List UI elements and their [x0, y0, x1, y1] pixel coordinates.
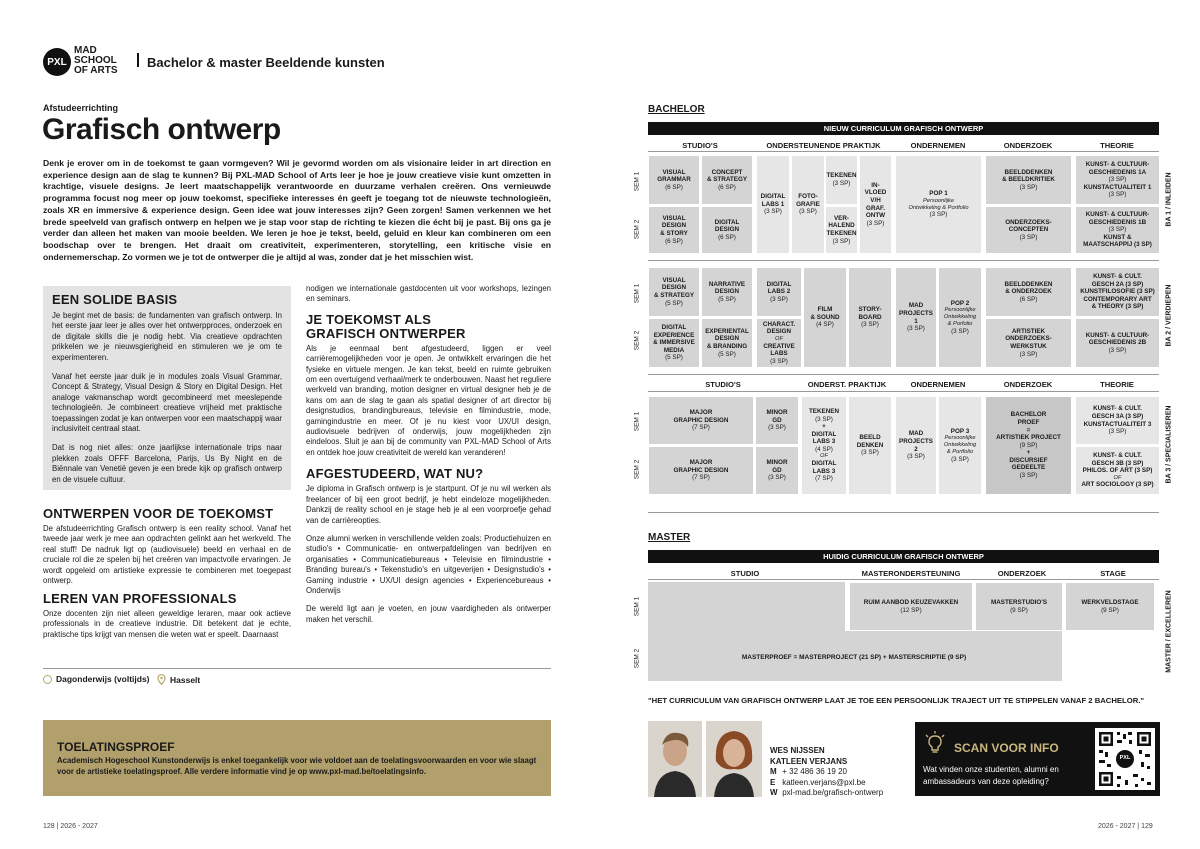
- admission-text: Academisch Hogeschool Kunstonderwijs is enkel toegankelijk voor wie voldoet aan de toelatingsvoorwaarden en voor wie slaagt voor de artistieke toelatingsproef. Alle verdere informatie vind je op www.pxl-mad.be/toelatingsinfo.: [57, 756, 537, 776]
- page-number-left: 128 | 2026 - 2027: [43, 823, 98, 830]
- col-onderzoek: ONDERZOEK: [1003, 141, 1053, 150]
- col2-ondernemen: ONDERNEMEN: [910, 380, 966, 389]
- master-side-label: MASTER / EXCELLEREN: [1165, 590, 1173, 673]
- logo-text: MAD SCHOOL OF ARTS: [74, 45, 118, 76]
- course-narrative-design: NARRATIVE DESIGN (5 SP): [702, 268, 752, 316]
- course-film-sound: FILM & SOUND (4 SP): [804, 268, 846, 367]
- leren-p1: Onze docenten zijn niet alleen geweldige leraren, maar ook actieve professionals in de creatieve industrie. Dit betekent dat je echte, praktische tips krijgt van mensen die weten wat er speelt. Daarnaast: [43, 609, 291, 639]
- course-visual-design-strategy: VISUAL DESIGN & STRATEGY (5 SP): [649, 268, 699, 316]
- mcol-masterondersteuning: MASTERONDERSTEUNING: [861, 569, 961, 578]
- curriculum-quote: "HET CURRICULUM VAN GRAFISCH ONTWERP LAAT JE TOE EEN PERSOONLIJK TRAJECT UIT TE STIPPELEN VANAF 2 BACHELOR.": [648, 696, 1145, 705]
- course-invloed: IN- VLOED V/H GRAF. ONTW (3 SP): [860, 156, 891, 253]
- course-visual-grammar: VISUAL GRAMMAR (6 SP): [649, 156, 699, 204]
- col-theorie: THEORIE: [1100, 141, 1134, 150]
- mcol-onderzoek: ONDERZOEK: [997, 569, 1047, 578]
- contact-phone[interactable]: M + 32 486 36 19 20: [770, 767, 847, 776]
- col2-theorie: THEORIE: [1100, 380, 1134, 389]
- contact-email[interactable]: E katleen.verjans@pxl.be: [770, 777, 866, 787]
- course-keuzevakken: RUIM AANBOD KEUZEVAKKEN (12 SP): [850, 583, 972, 630]
- pxl-logo-mark: PXL: [43, 48, 71, 76]
- course-digital-labs-2: DIGITAL LABS 2 (3 SP): [757, 268, 801, 316]
- contact-website[interactable]: W pxl-mad.be/grafisch-ontwerp: [770, 788, 884, 797]
- location-pin-icon: [157, 674, 166, 685]
- toekomst-p1: De afstudeerrichting Grafisch ontwerp is een reality school. Vanaf het tweede jaar werk je mee aan opdrachten gelinkt aan het werkveld. The real stuff! De nadruk ligt op (audiovisuele) beeld en verhaal en de cruciale rol die ze spelen bij het creëren van impactvolle ervaringen. Je wordt opgeleid om artistieke expressie te combineren met toegepast ontwerp.: [43, 524, 291, 586]
- header-section-title: Bachelor & master Beeldende kunsten: [147, 55, 385, 70]
- header-rule-2: [648, 391, 1159, 392]
- tag-location: Hasselt: [157, 674, 200, 685]
- basis-heading: EEN SOLIDE BASIS: [52, 292, 178, 307]
- column-two: [306, 284, 551, 625]
- contact-name-2: KATLEEN VERJANS: [770, 756, 848, 766]
- sem2-label: SEM 2: [633, 219, 641, 240]
- basis-p2: Vanaf het eerste jaar duik je in modules zoals Visual Grammar, Concept & Strategy, Visual Design & Story en Digital Design. Het analoge vakmanschap wordt gecombineerd met meeslepende technologieën. Je combineert creatieve vrijheid met praktische toepassingen zodat je kan ontwerpen voor een maatschappij waar inclusiviteit centraal staat.: [52, 372, 282, 434]
- master-label: MASTER: [648, 532, 691, 543]
- ba1-divider: [648, 260, 1159, 261]
- portrait-katleen-verjans: [706, 721, 762, 797]
- bachelor-label: BACHELOR: [648, 104, 705, 115]
- col-ondernemen: ONDERNEMEN: [910, 141, 966, 150]
- course-visual-design-story: VISUAL DESIGN & STORY (6 SP): [649, 207, 699, 253]
- course-minor-gd-1: MINOR GD (3 SP): [756, 397, 798, 444]
- admission-heading: TOELATINGSPROEF: [57, 740, 175, 754]
- course-concept-strategy: CONCEPT & STRATEGY (6 SP): [702, 156, 752, 204]
- lightbulb-icon: [924, 731, 946, 755]
- course-masterproef: MASTERPROEF = MASTERPROJECT (21 SP) + MASTERSCRIPTIE (9 SP): [741, 654, 967, 661]
- ba2-divider: [648, 374, 1159, 375]
- course-kunstcultuur-1b: KUNST- & CULTUUR- GESCHIEDENIS 1B (3 SP) KUNST & MAATSCHAPPIJ (3 SP): [1076, 207, 1159, 253]
- article-title: Grafisch ontwerp: [42, 113, 281, 146]
- leren-section: [43, 591, 291, 640]
- tag-dagonderwijs: Dagonderwijs (voltijds): [43, 674, 150, 684]
- clock-icon: [43, 675, 52, 684]
- course-digital-labs-1: DIGITAL LABS 1 (3 SP): [757, 156, 789, 253]
- course-kunstcult-3a: KUNST- & CULT. GESCH 3A (3 SP) KUNSTACTUALITEIT 3 (3 SP): [1076, 397, 1159, 444]
- course-digital-experience: DIGITAL EXPERIENCE & IMMERSIVE MEDIA (5 SP): [649, 319, 699, 367]
- header-rule: [648, 151, 1159, 152]
- course-masterstudios: MASTERSTUDIO'S (9 SP): [976, 583, 1062, 630]
- course-beelddenken-kritiek: BEELDDENKEN & BEELDKRITIEK (3 SP): [986, 156, 1071, 204]
- course-pop-2: POP 2 Persoonlijke Ontwikkeling & Porfolio (3 SP): [939, 268, 981, 367]
- scan-box[interactable]: [915, 722, 1160, 796]
- course-mad-projects-2: MAD PROJECTS 2 (3 SP): [896, 397, 936, 494]
- afgestudeerd-p2: Onze alumni werken in verschillende velden zoals: Productiehuizen en studio's • Communicatie- en ontwerpafdelingen van bedrijven en organisaties • Communicatiebureaus • Televisie en filmindustrie • Branding bureau's • Tekenstudio's en uitgeverijen • Designstudio's • Gaming industrie • UX/UI design agencies • Experiencebureaus • Onderwijs: [306, 533, 551, 595]
- course-tekenen: TEKENEN (3 SP): [826, 156, 857, 204]
- course-tekenen-digital-labs-3: TEKENEN (3 SP) + DIGITAL LABS 3 (4 SP) OF DIGITAL LABS 3 (7 SP): [802, 397, 846, 494]
- col2-onderzoek: ONDERZOEK: [1003, 380, 1053, 389]
- basis-section: [52, 292, 282, 485]
- mcol-studio: STUDIO: [730, 569, 760, 578]
- page-number-right: 2026 - 2027 | 129: [1098, 823, 1153, 830]
- leren-heading: LEREN VAN PROFESSIONALS: [43, 591, 237, 606]
- course-onderzoeksconcepten: ONDERZOEKS- CONCEPTEN (3 SP): [986, 207, 1071, 253]
- course-werkveldstage: WERKVELDSTAGE (9 SP): [1066, 583, 1154, 630]
- course-charact-design: CHARACT. DESIGN OF CREATIVE LABS (3 SP): [757, 319, 801, 367]
- qr-code[interactable]: [1095, 728, 1155, 790]
- bachelor-banner: NIEUW CURRICULUM GRAFISCH ONTWERP: [648, 122, 1159, 135]
- bachelor-bottom-rule: [648, 512, 1159, 513]
- admission-box: [43, 720, 551, 796]
- col2-onderst: ONDERST. PRAKTIJK: [807, 380, 887, 389]
- course-kunstcultuur-1a: KUNST- & CULTUUR- GESCHIEDENIS 1A (3 SP) KUNSTACTUALITEIT 1 (3 SP): [1076, 156, 1159, 204]
- course-pop-1: POP 1 Persoonlijke Ontwikkeling & Portfolio (3 SP): [896, 156, 981, 253]
- course-kunstcultuur-2b: KUNST- & CULTUUR- GESCHIEDENIS 2B (3 SP): [1076, 319, 1159, 367]
- course-kunstcult-3b: KUNST- & CULT. GESCH 3B (3 SP) PHILOS. OF ART (3 SP) OF ART SOCIOLOGY (3 SP): [1076, 447, 1159, 494]
- article-kicker: Afstudeerrichting: [43, 103, 119, 113]
- footer-divider: [43, 668, 551, 669]
- ba2-sem2-label: SEM 2: [633, 330, 641, 351]
- course-artistiek-onderzoek: ARTISTIEK ONDERZOEKS- WERKSTUK (3 SP): [986, 319, 1071, 367]
- ba1-label: BA 1 / INLEIDEN: [1165, 172, 1173, 227]
- scan-text: Wat vinden onze studenten, alumni en ambassadeurs van deze opleiding?: [923, 765, 1059, 786]
- course-storyboard: STORY- BOARD (3 SP): [849, 268, 891, 367]
- ba3-sem2-label: SEM 2: [633, 459, 641, 480]
- toekomst-section: [43, 506, 291, 586]
- toekomst-heading: ONTWERPEN VOOR DE TOEKOMST: [43, 506, 274, 521]
- toekomst-als-p1: Als je eenmaal bent afgestudeerd, liggen er veel carrièremogelijkheden voor je open. Je ontwikkelt ervaringen die het fysieke en virtuele mengen. Je kan tekst, beeld en ruimte gebruiken om een overtuigend verhaal/merk te onderbouwen. Naast het reguliere werkveld van branding, motion designer en virtual designer heb je de kans om aan de slag te gaan als spatial designer of art director bij designstudios, brandingbureaus, televisie en filmindustrie, mode, gamingindustrie en meer. Of je nu kiest voor UX/UI design, audiovisuele bedrijven of onderwijs, jouw mogelijkheden zijn eindeloos. Sluit je aan bij de community van PXL-MAD School of Arts en ontdek hoe jouw creativiteit de wereld kan veranderen!: [306, 343, 551, 457]
- course-experiental-design: EXPERIENTAL DESIGN & BRANDING (5 SP): [702, 319, 752, 367]
- afgestudeerd-heading: AFGESTUDEERD, WAT NU?: [306, 466, 484, 482]
- header-divider: [137, 53, 139, 67]
- qr-center-mark: PXL: [1119, 755, 1131, 761]
- contact-name-1: WES NIJSSEN: [770, 746, 825, 755]
- contact-block: [770, 746, 910, 799]
- course-mad-projects-1: MAD PROJECTS 1 (3 SP): [896, 268, 936, 367]
- course-major-gd-1: MAJOR GRAPHIC DESIGN (7 SP): [649, 397, 753, 444]
- master-sem1-label: SEM 1: [633, 596, 641, 617]
- course-kunstcult-2a: KUNST- & CULT. GESCH 2A (3 SP) KUNSTFILOSOFIE (3 SP) CONTEMPORARY ART & THEORY (3 SP): [1076, 268, 1159, 316]
- toekomst-als-heading: JE TOEKOMST ALS GRAFISCH ONTWERPER: [306, 311, 466, 341]
- sem1-label: SEM 1: [633, 171, 641, 192]
- course-bachelorproef: BACHELOR PROEF = ARTISTIEK PROJECT (9 SP) + DISCURSIEF GEDEELTE (3 SP): [986, 397, 1071, 494]
- scan-title: SCAN VOOR INFO: [954, 741, 1059, 755]
- afgestudeerd-p1: Je diploma in Grafisch ontwerp is je startpunt. Of je nu wil werken als freelancer of bij een groot bedrijf, je hebt eindeloze mogelijkheden. Dankzij de reality school en je stage heb je al een voorproefje gehad van de carrièreopties.: [306, 484, 551, 525]
- ba3-label: BA 3 / SPECIALISEREN: [1165, 405, 1173, 484]
- col-ondersteunende: ONDERSTEUNENDE PRAKTIJK: [766, 141, 881, 150]
- course-beelddenken-onderzoek: BEELDDENKEN & ONDERZOEK (6 SP): [986, 268, 1071, 316]
- course-pop-3: POP 3 Persoonlijke Ontwikkeling & Portfolio (3 SP): [939, 397, 981, 494]
- course-fotografie: FOTO- GRAFIE (3 SP): [792, 156, 824, 253]
- course-verhalend-tekenen: VER- HALEND TEKENEN (3 SP): [826, 207, 857, 253]
- course-digital-design: DIGITAL DESIGN (6 SP): [702, 207, 752, 253]
- mcol-stage: STAGE: [1100, 569, 1126, 578]
- col2-top-text: nodigen we internationale gastdocenten uit voor workshops, lezingen en seminars.: [306, 284, 551, 304]
- afgestudeerd-p3: De wereld ligt aan je voeten, en jouw vaardigheden als ontwerper maken het verschil.: [306, 604, 551, 624]
- basis-p1: Je begint met de basis: de fundamenten van grafisch ontwerp. In het eerste jaar leer je alles over het ontwerpproces, onderzoek en de digitale skills die je nodig hebt. Via creatieve opdrachten prikkelen we je nieuwsgierigheid en stimuleren we je om te experimenteren.: [52, 311, 282, 362]
- col-studios: STUDIO'S: [682, 141, 718, 150]
- col2-studios: STUDIO'S: [705, 380, 741, 389]
- article-intro: Denk je erover om in de toekomst te gaan vormgeven? Wil je gevormd worden om als visionaire leider in art direction en experience design aan de slag te kunnen? Bij PXL-MAD School of Arts leer je hoe je jouw creatieve visie kunt omzetten in krachtige, visuele designs. Je leert maatschappelijk verantwoorde en duurzame verhalen creëren. Ons vernieuwde programma focust nog meer op jouw toekomst, specifieke interesses én geeft je toegang tot de nieuwste technologieën, zoals XR en immersive & experience design. Geen idee wat jouw interesses zijn? Geen zorgen! Samen verkennen we het brede speelveld van grafisch ontwerp en helpen we je stap voor stap de richting te kiezen die écht bij je past. Bij ons ga je verder dan alleen het maken van mooie beelden. We leren je hoe je tekst, beeld, geluid en kleur kan combineren om een boodschap over te brengen. Het draait om creativiteit, experimenteren, storytelling, een kritische visie en ondernemerschap. Zo vormen we je tot de ontwerper die je altijd al was, zonder dat je het misschien wist.: [43, 158, 551, 262]
- master-sem2-label: SEM 2: [633, 648, 641, 669]
- portrait-wes-nijssen: [648, 721, 702, 797]
- basis-p3: Dat is nog niet alles: onze jaarlijkse internationale trips naar plekken zoals OFFF Barcelona, Parijs, Us By Night en de Biënnale van Venetië geven je een brede kijk op grafisch ontwerp en de visuele cultuur.: [52, 443, 282, 484]
- course-minor-gd-2: MINOR GD (3 SP): [756, 447, 798, 494]
- ba3-sem1-label: SEM 1: [633, 411, 641, 432]
- ba2-sem1-label: SEM 1: [633, 283, 641, 304]
- ba2-label: BA 2 / VERDIEPEN: [1165, 284, 1173, 347]
- course-beeld-denken: BEELD DENKEN (3 SP): [849, 397, 891, 494]
- master-banner: HUIDIG CURRICULUM GRAFISCH ONTWERP: [648, 550, 1159, 563]
- master-header-rule: [648, 579, 1159, 580]
- course-major-gd-2: MAJOR GRAPHIC DESIGN (7 SP): [649, 447, 753, 494]
